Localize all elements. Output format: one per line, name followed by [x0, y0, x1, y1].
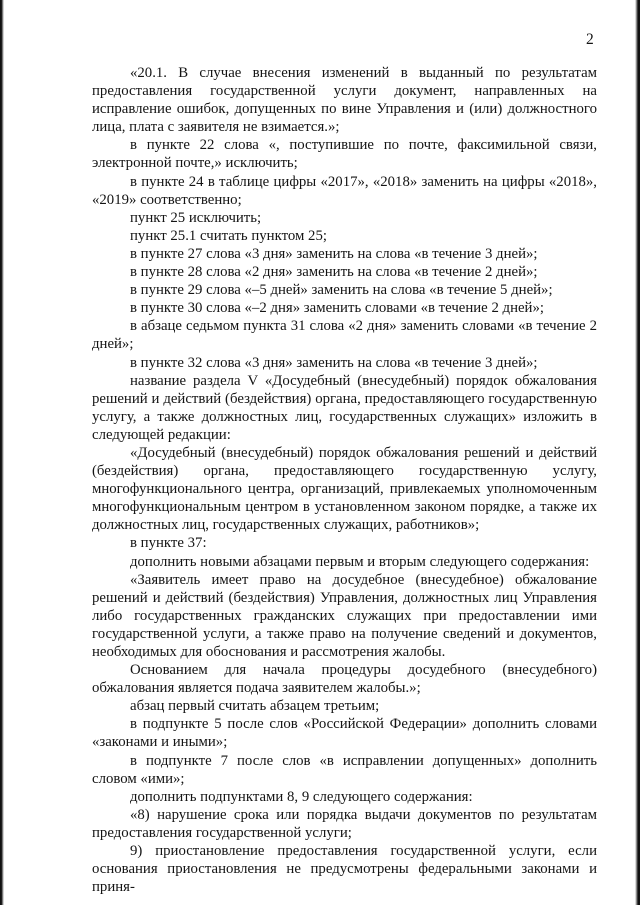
document-paragraph: абзац первый считать абзацем третьим; [130, 698, 380, 715]
document-paragraph: в пункте 30 слова «–2 дня» заменить словами «в течение 2 дней»; [130, 300, 544, 317]
document-paragraph: в пункте 22 слова «, поступившие по почте, факсимильной связи, электронной почте,» исключить; [92, 137, 597, 172]
document-paragraph: «20.1. В случае внесения изменений в выданный по результатам предоставления государственной услуги документ, направленных на исправление ошибок, допущенных по вине Управления и (или) должностного лица, плата с заявителя не взимается.»; [92, 65, 597, 136]
document-paragraph: в абзаце седьмом пункта 31 слова «2 дня» заменить словами «в течение 2 дней»; [92, 318, 597, 353]
document-paragraph: дополнить новыми абзацами первым и вторым следующего содержания: [130, 553, 590, 570]
document-paragraph: в пункте 37: [130, 535, 207, 552]
document-paragraph: «Заявитель имеет право на досудебное (внесудебное) обжалование решений и действий (бездействия) Управления, должностных лиц Управления либо государственных гражданских служащих при предоставлении ими государственной услуги, а также право на получение сведений и документов, необходимых для обоснования и рассмотрения жалобы. [92, 571, 597, 660]
document-paragraph: дополнить подпунктами 8, 9 следующего содержания: [130, 788, 473, 805]
document-paragraph: в подпункте 5 после слов «Российской Федерации» дополнить словами «законами и иными»; [92, 716, 597, 751]
document-paragraph: в подпункте 7 после слов «в исправлении допущенных» дополнить словом «ими»; [92, 752, 597, 787]
document-paragraph: 9) приостановление предоставления государственной услуги, если основания приостановления не предусмотрены федеральными законами и приня- [92, 843, 597, 896]
document-paragraph: «8) нарушение срока или порядка выдачи документов по результатам предоставления государственной услуги; [92, 806, 597, 841]
document-paragraph: в пункте 28 слова «2 дня» заменить на слова «в течение 2 дней»; [130, 264, 538, 281]
document-paragraph: пункт 25 исключить; [130, 209, 262, 226]
document-paragraph: в пункте 29 слова «–5 дней» заменить на слова «в течение 5 дней»; [130, 282, 553, 299]
scan-right-edge [635, 0, 640, 905]
document-paragraph: в пункте 27 слова «3 дня» заменить на слова «в течение 3 дней»; [130, 245, 538, 262]
document-paragraph: пункт 25.1 считать пунктом 25; [130, 227, 327, 244]
document-paragraph: Основанием для начала процедуры досудебного (внесудебного) обжалования является подача заявителем жалобы.»; [92, 662, 597, 697]
document-paragraph: название раздела V «Досудебный (внесудебный) порядок обжалования решений и действий (бездействия) органа, предоставляющего государственную услугу, а также должностных лиц, государственных служащих» изложить в следующей редакции: [92, 372, 597, 443]
document-paragraph: «Досудебный (внесудебный) порядок обжалования решений и действий (бездействия) органа, предоставляющего государственную услугу, многофункционального центра, организаций, привлекаемых уполномоченным многофункциональным центром в установленном законом порядке, а также их должностных лиц, государственных служащих, работников»; [92, 444, 597, 534]
scan-left-edge [0, 0, 4, 905]
document-body [92, 64, 597, 896]
page-number: 2 [586, 31, 594, 48]
document-paragraph: в пункте 24 в таблице цифры «2017», «2018» заменить на цифры «2018», «2019» соответственно; [92, 173, 597, 208]
document-paragraph: в пункте 32 слова «3 дня» заменить на слова «в течение 3 дней»; [130, 354, 538, 371]
